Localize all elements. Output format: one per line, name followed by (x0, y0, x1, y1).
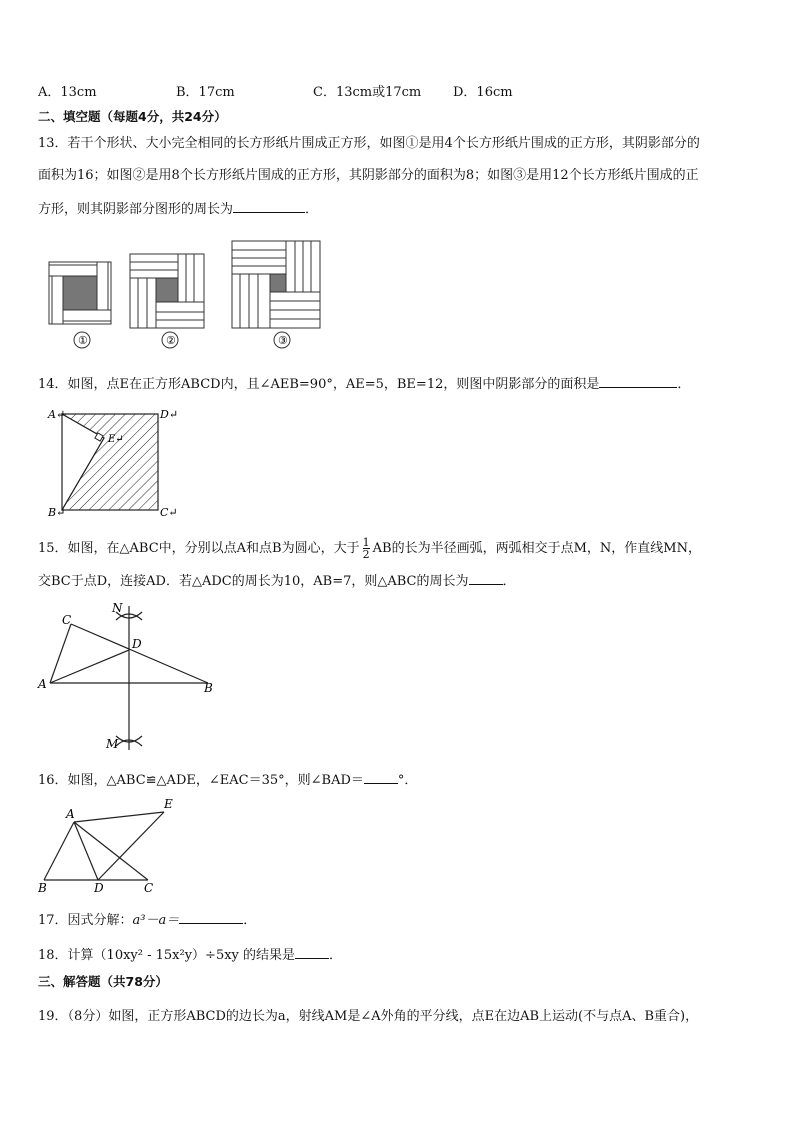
q15-label-c: C (62, 613, 72, 627)
fig-label-1: ① (78, 334, 88, 347)
q14-text: 14．如图，点E在正方形ABCD内，且∠AEB=90°，AE=5，BE=12，则图中阴影部分的面积是 ． (38, 377, 691, 392)
q14-label-d: D↵ (160, 408, 179, 421)
q15-label-a: A (38, 677, 47, 691)
q13-answer-blank[interactable] (233, 200, 305, 213)
q13-figure (44, 236, 334, 352)
q15-label-m: M (106, 737, 119, 751)
q13-line-2: 面积为16；如图②是用8个长方形纸片围成的正方形，其阴影部分的面积为8；如图③是用12个长方形纸片围成的正 (38, 168, 699, 183)
q15-line-1: 15．如图，在△ABC中，分别以点A和点B为圆心，大于 $\frac{1}{2}$ AB的长为半径画弧，两弧相交于点M，N，作直线MN， (38, 536, 701, 561)
q17-text: 17．因式分解：a³－a＝ ． (38, 913, 257, 928)
q16-label-c: C (144, 881, 154, 895)
q14-label-e: E↵ (108, 434, 124, 445)
fig-label-3: ③ (278, 334, 288, 347)
q16-text: 16．如图，△ABC≌△ADE，∠EAC＝35°，则∠BAD＝ °． (38, 773, 418, 788)
fig-label-2: ② (166, 334, 176, 347)
q15-label-d: D (132, 637, 142, 651)
q14-figure (46, 404, 186, 520)
q15-answer-blank[interactable] (469, 572, 503, 585)
q15-label-b: B (204, 681, 213, 695)
q17-answer-blank[interactable] (179, 911, 243, 924)
option-c: C．13cm或17cm (313, 85, 422, 100)
q16-label-e: E (164, 797, 173, 811)
option-d: D．16cm (453, 85, 513, 100)
q18-answer-blank[interactable] (295, 946, 329, 959)
q16-label-b: B (38, 881, 47, 895)
option-b: B．17cm (176, 85, 235, 100)
q16-answer-blank[interactable] (364, 771, 398, 784)
q14-answer-blank[interactable] (599, 375, 677, 388)
q18-text: 18．计算（10xy² - 15x²y）÷5xy 的结果是 ． (38, 948, 343, 963)
q15-label-n: N (112, 601, 123, 615)
q16-label-a: A (66, 807, 75, 821)
q15-fraction: $\frac{1}{2}$ (362, 536, 370, 561)
q13-line-3: 方形，则其阴影部分图形的周长为 ． (38, 202, 319, 217)
q15-figure (36, 596, 226, 756)
q14-label-a: A↵ (48, 408, 66, 421)
section-title-fill-blank: 二、填空题（每题4分，共24分） (38, 109, 227, 124)
q16-label-d: D (94, 881, 104, 895)
q15-line-2: 交BC于点D，连接AD．若△ADC的周长为10，AB=7，则△ABC的周长为 ． (38, 574, 516, 589)
q16-figure (36, 794, 186, 896)
q19-text: 19．（8分）如图，正方形ABCD的边长为a，射线AM是∠A外角的平分线，点E在边AB上运动(不与点A、B重合)， (38, 1009, 699, 1024)
section-title-solutions: 三、解答题（共78分） (38, 974, 168, 989)
q13-line-1: 13．若干个形状、大小完全相同的长方形纸片围成正方形，如图①是用4个长方形纸片围成的正方形，其阴影部分的 (38, 136, 700, 151)
q14-label-c: C↵ (160, 506, 178, 519)
q17-expression: a³－a＝ (132, 913, 180, 928)
option-a: A．13cm (38, 85, 97, 100)
q14-label-b: B↵ (48, 506, 66, 519)
